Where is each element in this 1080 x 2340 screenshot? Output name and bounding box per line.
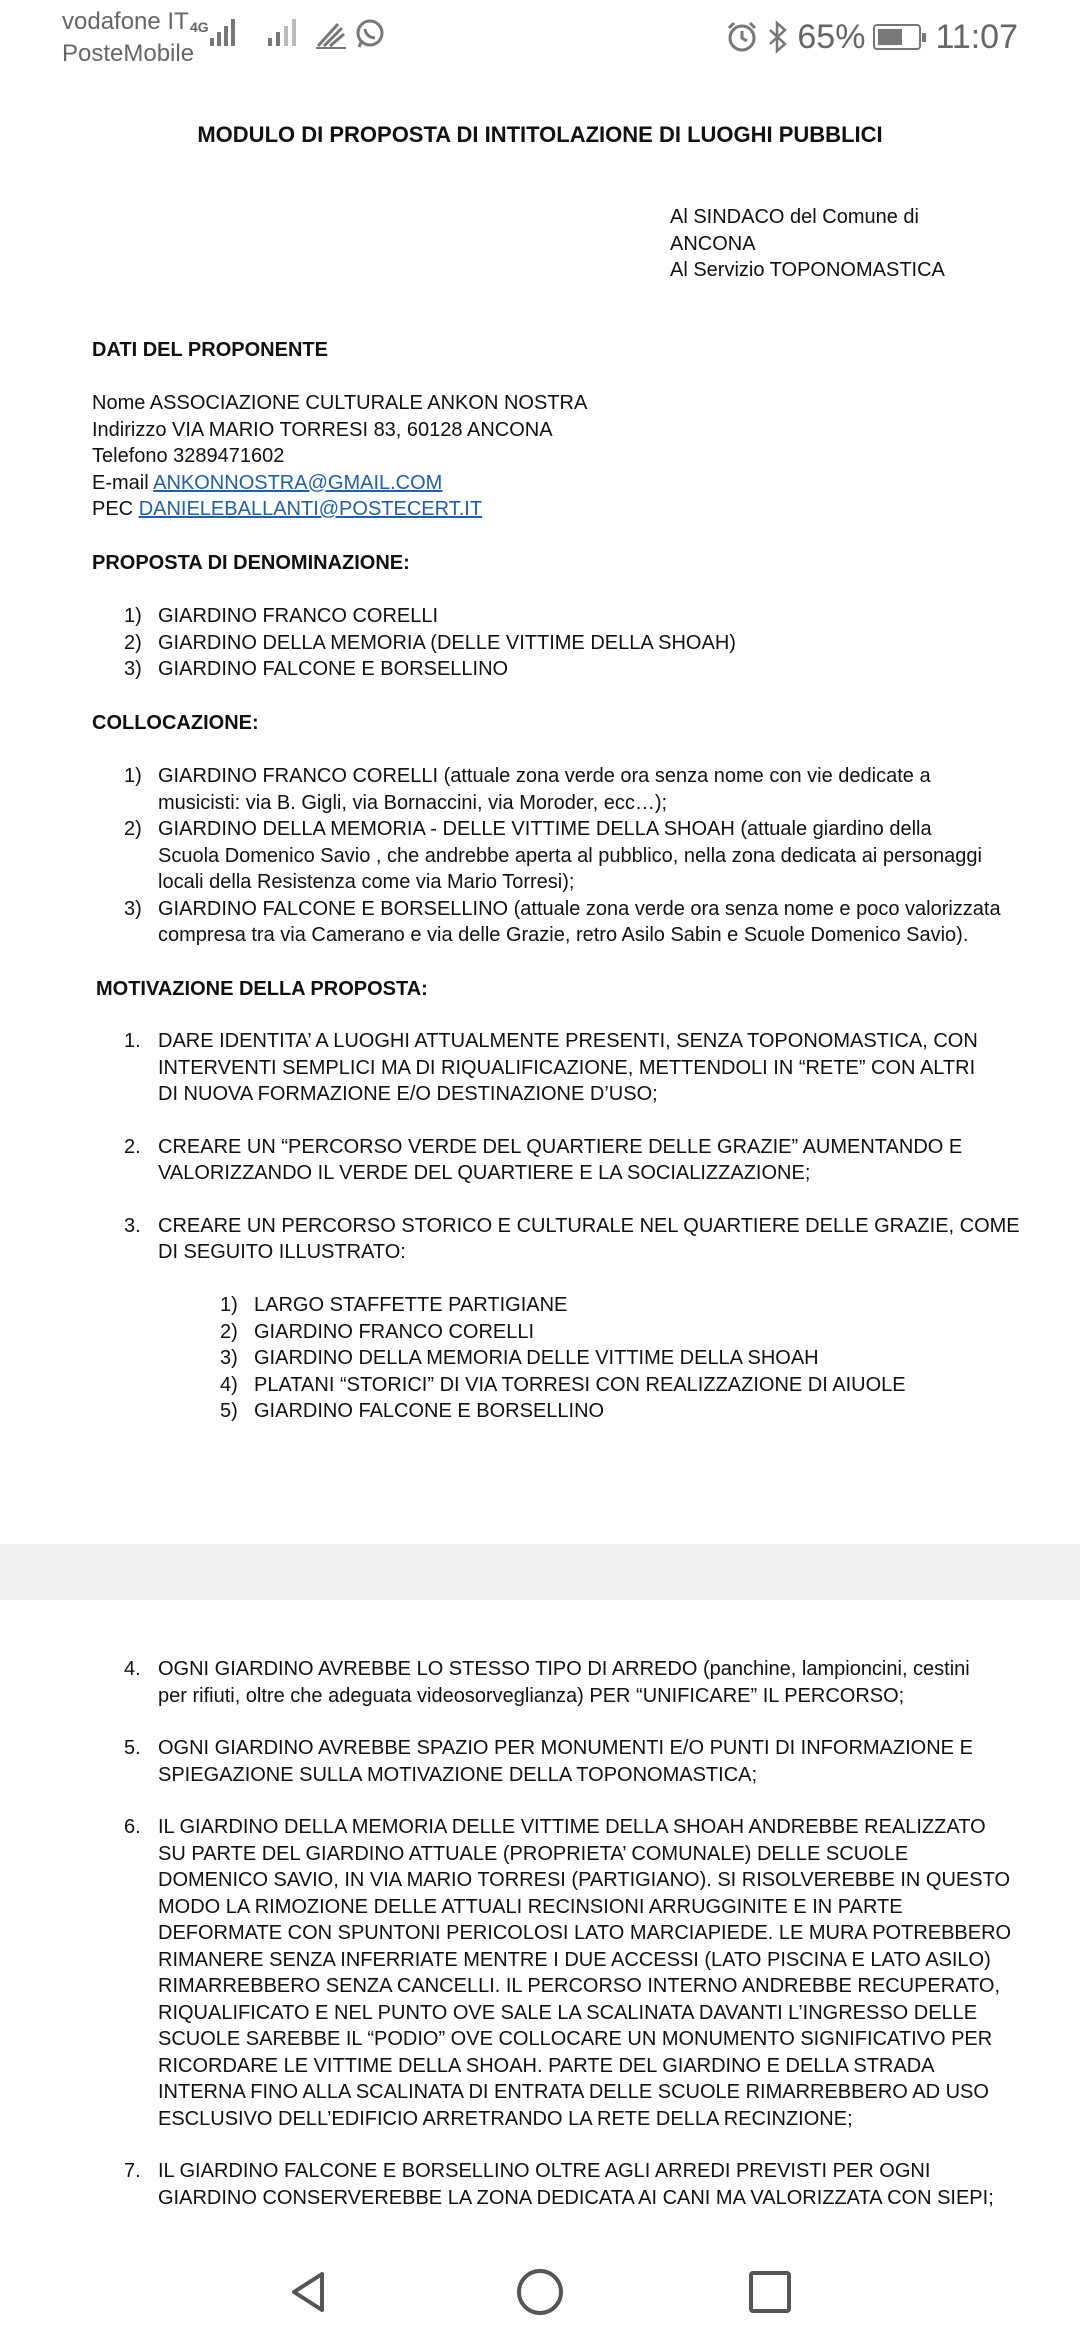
motivation-heading: MOTIVAZIONE DELLA PROPOSTA:	[96, 978, 428, 1000]
navigation-bar	[0, 2240, 1080, 2340]
proponent-block	[92, 390, 587, 523]
proponent-phone: Telefono 3289471602	[92, 445, 285, 467]
list-item	[124, 816, 1001, 896]
item-line: per rifiuti, oltre che adeguata videosorveglianza) PER “UNIFICARE” IL PERCORSO;	[158, 1684, 905, 1707]
proponent-pec-row	[92, 496, 587, 523]
item-text: GIARDINO FRANCO CORELLI	[158, 605, 439, 627]
addressee-block	[670, 204, 945, 284]
list-item	[124, 656, 736, 683]
item-line: IL GIARDINO FALCONE E BORSELLINO OLTRE AGLI ARREDI PREVISTI PER OGNI	[158, 2160, 931, 2182]
list-item	[220, 1398, 906, 1425]
motivation-list	[124, 1028, 1020, 1266]
proponent-name: Nome ASSOCIAZIONE CULTURALE ANKON NOSTRA	[92, 392, 588, 414]
denomination-list	[124, 603, 736, 683]
alarm-icon	[725, 20, 759, 54]
recents-icon[interactable]	[746, 2268, 794, 2316]
denomination-heading: PROPOSTA DI DENOMINAZIONE:	[92, 552, 410, 574]
list-item	[220, 1292, 906, 1319]
item-text: GIARDINO DELLA MEMORIA (DELLE VITTIME DELLA SHOAH)	[158, 631, 736, 654]
pec-label: PEC	[92, 498, 139, 520]
list-item	[124, 630, 736, 657]
item-line: VALORIZZANDO IL VERDE DEL QUARTIERE E LA SOCIALIZZAZIONE;	[158, 1162, 811, 1184]
item-number: 1)	[220, 1294, 238, 1316]
item-number: 2)	[124, 631, 142, 654]
item-line: MODO LA RIMOZIONE DELLE ATTUALI RECINSIONI ARRUGGINITE E IN PARTE	[158, 1895, 903, 1918]
item-number: 2.	[124, 1135, 141, 1158]
item-line: SU PARTE DEL GIARDINO ATTUALE (PROPRIETA’ COMUNALE) DELLE SCUOLE	[158, 1842, 909, 1865]
proponent-heading: DATI DEL PROPONENTE	[92, 339, 328, 361]
item-number: 4)	[220, 1373, 238, 1396]
list-item	[220, 1319, 906, 1346]
item-line: INTERVENTI SEMPLICI MA DI RIQUALIFICAZIONE, METTENDOLI IN “RETE” CON ALTRI	[158, 1056, 976, 1079]
item-line: OGNI GIARDINO AVREBBE LO STESSO TIPO DI ARREDO (panchine, lampioncini, cestini	[158, 1658, 970, 1680]
status-bar	[0, 0, 1080, 76]
item-number: 1)	[124, 605, 142, 627]
document-page-2	[0, 1600, 1080, 2240]
addressee-line: Al Servizio TOPONOMASTICA	[670, 259, 945, 281]
item-line: RIMANERE SENZA INFERRIATE MENTRE I DUE ACCESSI (LATO PISCINA E LATO ASILO)	[158, 1948, 991, 1971]
whatsapp-icon	[354, 18, 386, 50]
item-text: GIARDINO FALCONE E BORSELLINO	[158, 658, 509, 680]
addressee-line: ANCONA	[670, 232, 756, 255]
item-line: GIARDINO CONSERVEREBBE LA ZONA DEDICATA AI CANI MA VALORIZZATA CON SIEPI;	[158, 2186, 994, 2209]
item-line: CREARE UN “PERCORSO VERDE DEL QUARTIERE DELLE GRAZIE” AUMENTANDO E	[158, 1135, 963, 1158]
list-item	[124, 896, 1001, 949]
carrier-name-secondary: PosteMobile	[62, 40, 195, 67]
item-line: OGNI GIARDINO AVREBBE SPAZIO PER MONUMENTI E/O PUNTI DI INFORMAZIONE E	[158, 1737, 973, 1759]
carrier-name-primary: vodafone IT	[62, 8, 189, 35]
item-number: 5.	[124, 1737, 141, 1759]
item-number: 1)	[124, 765, 142, 787]
document-page-1	[0, 76, 1080, 1544]
home-icon[interactable]	[516, 2268, 564, 2316]
item-line: IL GIARDINO DELLA MEMORIA DELLE VITTIME DELLA SHOAH ANDREBBE REALIZZATO	[158, 1816, 986, 1838]
item-text: GIARDINO FALCONE E BORSELLINO	[254, 1400, 605, 1422]
page-separator	[0, 1544, 1080, 1600]
proponent-address: Indirizzo VIA MARIO TORRESI 83, 60128 ANCONA	[92, 418, 553, 441]
addressee-line: Al SINDACO del Comune di	[670, 206, 919, 228]
item-line: DI NUOVA FORMAZIONE E/O DESTINAZIONE D’USO;	[158, 1083, 658, 1105]
item-number: 3)	[124, 897, 142, 920]
battery-icon	[873, 24, 921, 50]
list-item	[124, 1028, 1020, 1108]
item-line: SCUOLE SAREBBE IL “PODIO” OVE COLLOCARE UN MONUMENTO SIGNIFICATIVO PER	[158, 2028, 993, 2050]
item-number: 2)	[124, 818, 142, 840]
item-line: DEFORMATE CON SPUNTONI PERICOLOSI LATO MARCIAPIEDE. LE MURA POTREBBERO	[158, 1922, 1012, 1944]
list-item	[124, 2158, 1011, 2211]
item-line: compresa tra via Camerano e via delle Grazie, retro Asilo Sabin e Scuole Domenico Savio).	[158, 924, 969, 946]
item-line: ESCLUSIVO DELL’EDIFICIO ARRETRANDO LA RETE DELLA RECINZIONE;	[158, 2107, 853, 2130]
item-line: musicisti: via B. Gigli, via Bornaccini, via Moroder, ecc…);	[158, 791, 668, 814]
network-type: 4G	[190, 19, 209, 35]
signal-icon	[210, 18, 240, 46]
document-title: MODULO DI PROPOSTA DI INTITOLAZIONE DI LUOGHI PUBBLICI	[197, 122, 883, 147]
route-list	[220, 1292, 906, 1425]
list-item	[124, 1656, 1011, 1709]
item-line: DI SEGUITO ILLUSTRATO:	[158, 1241, 406, 1263]
bluetooth-icon	[767, 20, 789, 54]
item-line: GIARDINO DELLA MEMORIA - DELLE VITTIME DELLA SHOAH (attuale giardino della	[158, 818, 932, 840]
email-link[interactable]: ANKONNOSTRA@GMAIL.COM	[153, 471, 443, 494]
list-item	[124, 603, 736, 630]
data-saver-icon	[314, 18, 348, 50]
item-text: PLATANI “STORICI” DI VIA TORRESI CON REALIZZAZIONE DI AIUOLE	[254, 1373, 906, 1396]
location-list	[124, 763, 1001, 949]
list-item	[124, 1735, 1011, 1788]
item-line: RICORDARE LE VITTIME DELLA SHOAH. PARTE DEL GIARDINO E DELLA STRADA	[158, 2054, 935, 2077]
item-number: 1.	[124, 1030, 141, 1052]
item-number: 5)	[220, 1400, 238, 1422]
motivation-list-continued	[124, 1656, 1011, 2211]
item-line: RIMARREBBERO SENZA CANCELLI. IL PERCORSO INTERNO ANDREBBE RECUPERATO,	[158, 1975, 1001, 1997]
item-number: 2)	[220, 1320, 238, 1343]
clock: 11:07	[935, 17, 1018, 56]
item-line: INTERNA FINO ALLA SCALINATA DI ENTRATA DELLE SCUOLE RIMARREBBERO AD USO	[158, 2081, 989, 2103]
item-line: RIQUALIFICATO E NEL PUNTO OVE SALE LA SCALINATA DAVANTI L’INGRESSO DELLE	[158, 2001, 978, 2024]
status-right-group	[717, 12, 1018, 62]
signal-icon-2	[268, 18, 302, 46]
item-line: CREARE UN PERCORSO STORICO E CULTURALE NEL QUARTIERE DELLE GRAZIE, COME	[158, 1214, 1020, 1237]
item-line: locali della Resistenza come via Mario Torresi);	[158, 871, 575, 893]
item-line: GIARDINO FALCONE E BORSELLINO (attuale zona verde ora senza nome e poco valorizzata	[158, 897, 1001, 920]
item-line: DARE IDENTITA’ A LUOGHI ATTUALMENTE PRESENTI, SENZA TOPONOMASTICA, CON	[158, 1030, 978, 1052]
list-item	[124, 1213, 1020, 1266]
item-line: Scuola Domenico Savio , che andrebbe aperta al pubblico, nella zona dedicata ai personaggi	[158, 844, 982, 867]
list-item	[220, 1345, 906, 1372]
item-text: LARGO STAFFETTE PARTIGIANE	[254, 1294, 568, 1316]
item-line: SPIEGAZIONE SULLA MOTIVAZIONE DELLA TOPONOMASTICA;	[158, 1763, 758, 1786]
proponent-email-row	[92, 470, 587, 497]
battery-percent: 65%	[797, 17, 866, 56]
pec-link[interactable]: DANIELEBALLANTI@POSTECERT.IT	[138, 498, 483, 520]
list-item	[124, 1814, 1011, 2132]
item-text: GIARDINO FRANCO CORELLI	[254, 1320, 535, 1343]
list-item	[124, 763, 1001, 816]
item-line: GIARDINO FRANCO CORELLI (attuale zona verde ora senza nome con vie dedicate a	[158, 765, 931, 787]
list-item	[220, 1372, 906, 1399]
back-icon[interactable]	[284, 2268, 332, 2316]
item-number: 3.	[124, 1214, 141, 1237]
item-number: 4.	[124, 1658, 141, 1680]
item-line: DOMENICO SAVIO, IN VIA MARIO TORRESI (PARTIGIANO). SI RISOLVEREBBE IN QUESTO	[158, 1869, 1011, 1891]
item-number: 3)	[220, 1347, 238, 1369]
item-number: 3)	[124, 658, 142, 680]
item-text: GIARDINO DELLA MEMORIA DELLE VITTIME DELLA SHOAH	[254, 1347, 819, 1369]
email-label: E-mail	[92, 471, 154, 494]
location-heading: COLLOCAZIONE:	[92, 712, 259, 734]
item-number: 7.	[124, 2160, 141, 2182]
item-number: 6.	[124, 1816, 141, 1838]
list-item	[124, 1134, 1020, 1187]
